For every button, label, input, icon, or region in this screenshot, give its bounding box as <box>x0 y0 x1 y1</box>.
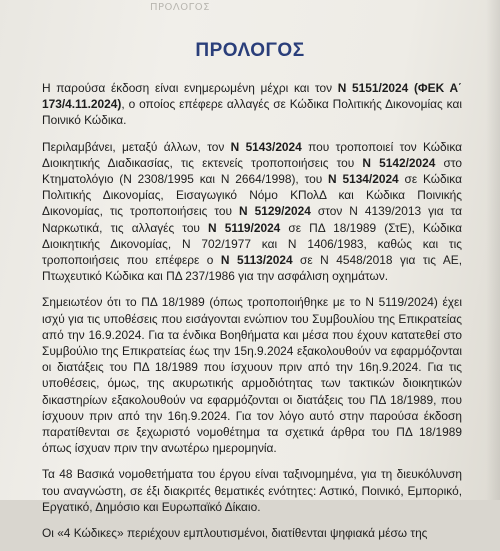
paragraph-4 <box>42 466 462 515</box>
text-run: Η παρούσα έκδοση είναι ενημερωμένη μέχρι και τον <box>42 81 338 95</box>
text-run: που τροποποιεί τον Κώδικα Διοικητικής Διαδικασίας, τις εκτενείς τροποποιήσεις του <box>42 139 462 170</box>
text-run: σε ΠΔ 18/1989 (ΣτΕ), Κώδικα Διοικητικής Δικονομίας, Ν 702/1977 και Ν 1406/1983, καθώς και τις τροποποιήσεις που επέφερε ο <box>42 220 462 268</box>
bold-reference: Ν 5142/2024 <box>362 155 436 170</box>
text-run: στον Ν 4139/2013 για τα Ναρκωτικά, τις αλλαγές του <box>42 204 462 235</box>
bold-reference: Ν 5143/2024 <box>230 139 302 154</box>
preface-body <box>42 80 462 551</box>
text-run: Τα 48 Βασικά νομοθετήματα του έργου είναι ταξινομημένα, για τη διευκόλυνση του αναγνώστη, σε έξι διακριτές θεματικές ενότητες: Αστικό, Ποινικό, Εμπορικό, Εργατικό, Δημόσιο και Ευρωπαϊκό Δίκαιο. <box>42 467 462 514</box>
paragraph-2 <box>42 139 462 285</box>
bold-reference: Ν 5151/2024 (ΦΕΚ Α΄ 173/4.11.2024) <box>42 81 462 112</box>
bold-reference: Ν 5134/2024 <box>328 172 399 187</box>
text-run: σε Ν 4548/2018 για τις ΑΕ, Πτωχευτικό Κώδικα και ΠΔ 237/1986 για την ασφάλιση οχημάτων. <box>42 253 462 284</box>
page-title: ΠΡΟΛΟΓΟΣ <box>195 40 305 61</box>
text-run: Σημειωτέον ότι το ΠΔ 18/1989 (όπως τροποποιήθηκε με το Ν 5119/2024) έχει ισχύ για τις υποθέσεις που εισάγονται ενώπιον του Συμβουλίου της Επικρατείας από την 16.9.2024. Για τα ένδικα Βοηθήματα και μέσα που έχουν κατατεθεί στο Συμβούλιο της Επικρατείας έως την 15η.9.2024 εξακολουθούν να εφαρμόζονται οι διατάξεις του ΠΔ 18/1989 που ίσχυουν πριν από την 16η.9.2024. Για τις υποθέσεις, όμως, της ακυρωτικής αρμοδιότητας των τακτικών διοικητικών δικαστηρίων εξακολουθούν να εφαρμόζονται οι διατάξεις του ΠΔ 18/1989, που ίσχυουν πριν από την 16η.9.2024. Για τον λόγο αυτό στην παρούσα έκδοση παρατίθενται σε ξεχωριστό νομοθέτημα τα σχετικά άρθρα του ΠΔ 18/1989 όπως ίσχυαν πριν την ανωτέρω ημερομηνία. <box>42 295 462 456</box>
bold-reference: Ν 5113/2024 <box>220 253 293 268</box>
paragraph-3 <box>42 294 462 456</box>
bleed-through-heading: ΠΡΟΛΟΓΟΣ <box>150 2 210 13</box>
bold-reference: Ν 5119/2024 <box>208 220 281 235</box>
text-run: Οι «4 Κώδικες» περιέχουν εμπλουτισμένοι, διατίθενται ψηφιακά μέσω της <box>42 526 428 541</box>
paragraph-5 <box>42 525 462 541</box>
text-run: στο Κτηματολόγιο (Ν 2308/1995 και Ν 2664/1998), του <box>42 155 462 187</box>
text-run: , ο οποίος επέφερε αλλαγές σε Κώδικα Πολιτικής Δικονομίας και Ποινικό Κώδικα. <box>42 97 462 128</box>
page-spine-shadow <box>486 0 500 500</box>
text-run: σε Κώδικα Πολιτικής Δικονομίας, Εισαγωγικό Νόμο ΚΠολΔ και Κώδικα Ποινικής Δικονομίας, τις τροποποιήσεις του <box>42 172 462 219</box>
text-run: Περιλαμβάνει, μεταξύ άλλων, τον <box>42 139 231 154</box>
paragraph-1 <box>42 80 462 129</box>
bold-reference: Ν 5129/2024 <box>239 204 311 219</box>
